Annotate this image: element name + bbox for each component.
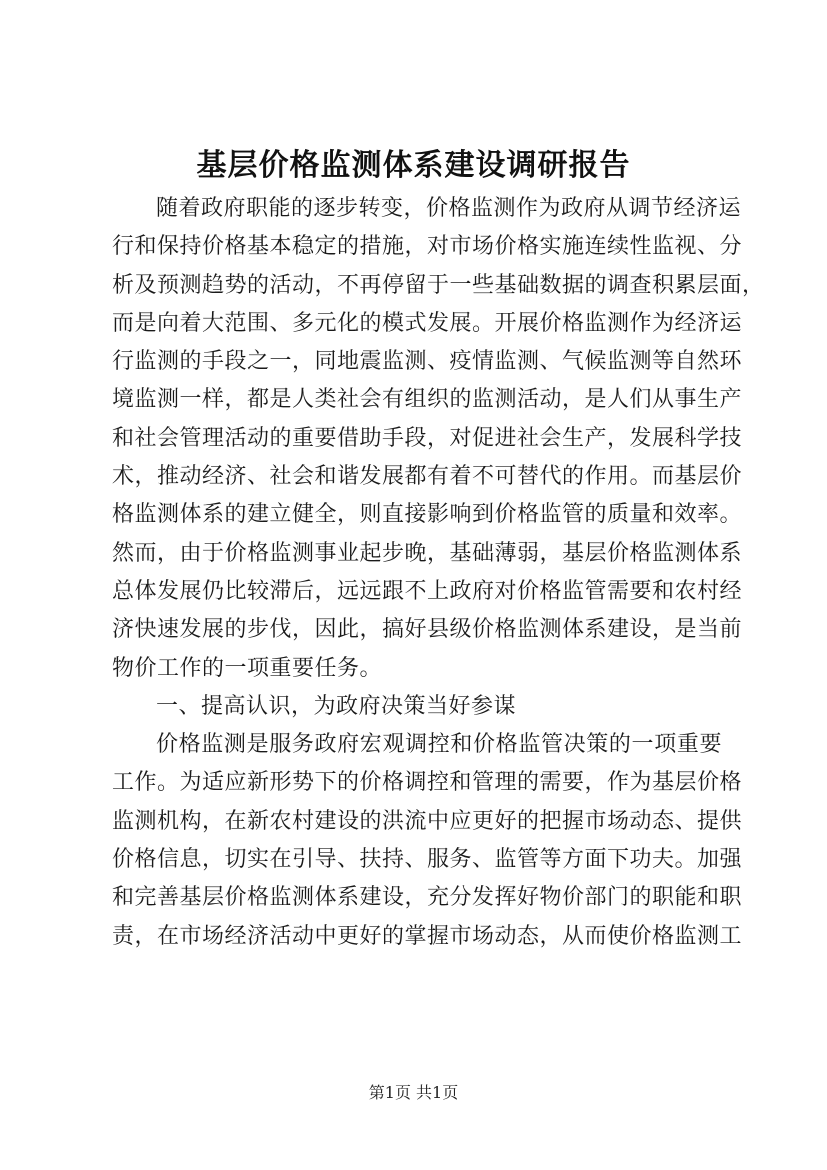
text-line: 和完善基层价格监测体系建设，充分发挥好物价部门的职能和职	[112, 885, 743, 911]
text-line: 随着政府职能的逐步转变，价格监测作为政府从调节经济运	[156, 196, 742, 221]
text-line: 而是向着大范围、多元化的模式发展。开展价格监测作为经济运	[112, 310, 743, 336]
page-footer: 第1页 共1页	[368, 1083, 459, 1102]
text-line: 格监测体系的建立健全，则直接影响到价格监管的质量和效率。	[112, 502, 743, 528]
text-line: 价格信息，切实在引导、扶持、服务、监管等方面下功夫。加强	[112, 847, 743, 873]
text-line: 价格监测是服务政府宏观调控和价格监管决策的一项重要	[156, 732, 722, 758]
text-line: 行和保持价格基本稳定的措施，对市场价格实施连续性监视、分	[112, 234, 743, 260]
document-title: 基层价格监测体系建设调研报告	[196, 148, 631, 183]
text-line: 术，推动经济、社会和谐发展都有着不可替代的作用。而基层价	[112, 464, 743, 490]
text-line: 和社会管理活动的重要借助手段，对促进社会生产，发展科学技	[112, 425, 743, 451]
section-heading: 一、提高认识，为政府决策当好参谋	[156, 693, 517, 719]
text-line: 总体发展仍比较滞后，远远跟不上政府对价格监管需要和农村经	[112, 578, 743, 604]
text-line: 然而，由于价格监测事业起步晚，基础薄弱，基层价格监测体系	[112, 540, 743, 566]
text-line: 物价工作的一项重要任务。	[112, 655, 383, 681]
text-line: 监测机构，在新农村建设的洪流中应更好的把握市场动态、提供	[112, 808, 743, 834]
text-line: 工作。为适应新形势下的价格调控和管理的需要，作为基层价格	[112, 770, 743, 796]
text-line: 析及预测趋势的活动，不再停留于一些基础数据的调查积累层面，	[112, 272, 765, 298]
document-body	[112, 190, 765, 956]
text-line: 济快速发展的步伐，因此，搞好县级价格监测体系建设，是当前	[112, 617, 743, 643]
text-line: 境监测一样，都是人类社会有组织的监测活动，是人们从事生产	[112, 387, 743, 413]
text-line: 责，在市场经济活动中更好的掌握市场动态，从而使价格监测工	[112, 923, 743, 949]
text-line: 行监测的手段之一，同地震监测、疫情监测、气候监测等自然环	[112, 349, 743, 375]
